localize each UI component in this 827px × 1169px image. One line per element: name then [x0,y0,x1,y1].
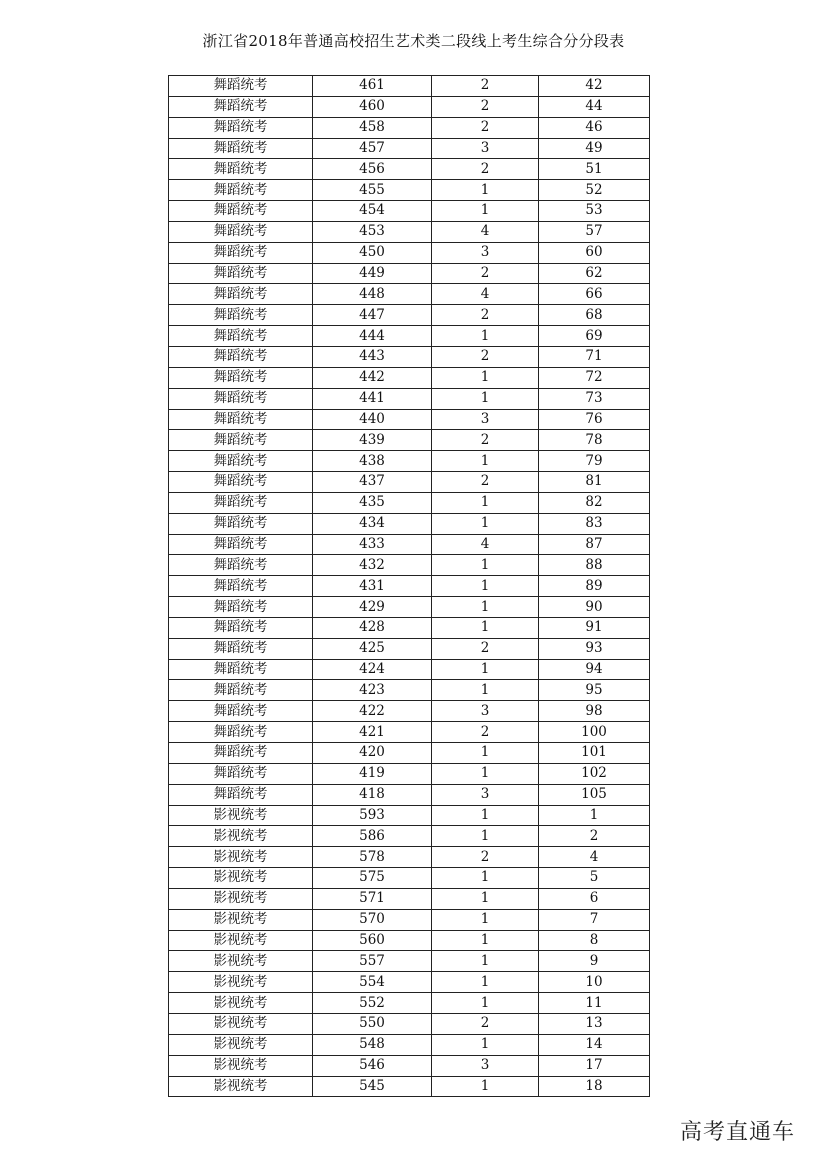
cumulative-cell: 101 [539,743,650,764]
cumulative-cell: 71 [539,346,650,367]
cumulative-cell: 69 [539,326,650,347]
category-cell: 影视统考 [169,1013,313,1034]
category-cell: 影视统考 [169,805,313,826]
category-cell: 舞蹈统考 [169,326,313,347]
table-row [169,576,650,597]
score-cell: 424 [313,659,432,680]
score-cell: 438 [313,451,432,472]
count-cell: 1 [432,659,539,680]
count-cell: 1 [432,763,539,784]
category-cell: 影视统考 [169,826,313,847]
category-cell: 影视统考 [169,909,313,930]
table-row [169,367,650,388]
count-cell: 2 [432,263,539,284]
category-cell: 影视统考 [169,1076,313,1097]
table-row [169,201,650,222]
table-row [169,930,650,951]
score-cell: 437 [313,472,432,493]
cumulative-cell: 72 [539,367,650,388]
cumulative-cell: 46 [539,117,650,138]
count-cell: 1 [432,1034,539,1055]
table-row [169,680,650,701]
score-cell: 571 [313,888,432,909]
cumulative-cell: 93 [539,638,650,659]
table-row [169,451,650,472]
score-cell: 428 [313,617,432,638]
category-cell: 舞蹈统考 [169,221,313,242]
category-cell: 舞蹈统考 [169,722,313,743]
count-cell: 2 [432,430,539,451]
table-row [169,659,650,680]
cumulative-cell: 6 [539,888,650,909]
score-cell: 442 [313,367,432,388]
count-cell: 4 [432,221,539,242]
score-distribution-table [168,75,650,1097]
count-cell: 1 [432,826,539,847]
cumulative-cell: 102 [539,763,650,784]
cumulative-cell: 60 [539,242,650,263]
category-cell: 影视统考 [169,951,313,972]
count-cell: 1 [432,930,539,951]
category-cell: 影视统考 [169,1034,313,1055]
category-cell: 舞蹈统考 [169,201,313,222]
score-cell: 432 [313,555,432,576]
score-cell: 441 [313,388,432,409]
score-cell: 456 [313,159,432,180]
cumulative-cell: 42 [539,76,650,97]
table-row [169,263,650,284]
table-row [169,1076,650,1097]
table-row [169,638,650,659]
score-cell: 461 [313,76,432,97]
cumulative-cell: 17 [539,1055,650,1076]
category-cell: 舞蹈统考 [169,409,313,430]
cumulative-cell: 49 [539,138,650,159]
cumulative-cell: 10 [539,972,650,993]
cumulative-cell: 4 [539,847,650,868]
category-cell: 舞蹈统考 [169,180,313,201]
cumulative-cell: 44 [539,96,650,117]
score-cell: 434 [313,513,432,534]
score-cell: 455 [313,180,432,201]
cumulative-cell: 88 [539,555,650,576]
table-row [169,909,650,930]
table-row [169,784,650,805]
cumulative-cell: 2 [539,826,650,847]
table-row [169,597,650,618]
cumulative-cell: 13 [539,1013,650,1034]
table-row [169,305,650,326]
count-cell: 2 [432,472,539,493]
table-row [169,492,650,513]
score-cell: 422 [313,701,432,722]
category-cell: 舞蹈统考 [169,576,313,597]
score-cell: 420 [313,743,432,764]
table-row [169,388,650,409]
score-cell: 439 [313,430,432,451]
score-cell: 578 [313,847,432,868]
cumulative-cell: 57 [539,221,650,242]
count-cell: 1 [432,388,539,409]
category-cell: 影视统考 [169,847,313,868]
table-row [169,722,650,743]
category-cell: 舞蹈统考 [169,346,313,367]
cumulative-cell: 76 [539,409,650,430]
table-row [169,868,650,889]
cumulative-cell: 78 [539,430,650,451]
count-cell: 2 [432,847,539,868]
count-cell: 1 [432,555,539,576]
count-cell: 1 [432,909,539,930]
category-cell: 舞蹈统考 [169,263,313,284]
count-cell: 1 [432,451,539,472]
count-cell: 2 [432,1013,539,1034]
category-cell: 舞蹈统考 [169,784,313,805]
table-row [169,805,650,826]
cumulative-cell: 91 [539,617,650,638]
cumulative-cell: 5 [539,868,650,889]
table-row [169,972,650,993]
count-cell: 1 [432,576,539,597]
table-row [169,1034,650,1055]
score-cell: 418 [313,784,432,805]
score-cell: 548 [313,1034,432,1055]
cumulative-cell: 79 [539,451,650,472]
count-cell: 1 [432,180,539,201]
score-cell: 570 [313,909,432,930]
score-cell: 423 [313,680,432,701]
count-cell: 2 [432,722,539,743]
table-row [169,472,650,493]
count-cell: 2 [432,76,539,97]
cumulative-cell: 18 [539,1076,650,1097]
table-row [169,138,650,159]
score-cell: 447 [313,305,432,326]
cumulative-cell: 105 [539,784,650,805]
count-cell: 3 [432,138,539,159]
count-cell: 1 [432,513,539,534]
category-cell: 舞蹈统考 [169,430,313,451]
score-cell: 554 [313,972,432,993]
score-cell: 557 [313,951,432,972]
table-row [169,1055,650,1076]
score-cell: 593 [313,805,432,826]
cumulative-cell: 95 [539,680,650,701]
count-cell: 4 [432,284,539,305]
cumulative-cell: 14 [539,1034,650,1055]
category-cell: 舞蹈统考 [169,659,313,680]
cumulative-cell: 1 [539,805,650,826]
score-cell: 458 [313,117,432,138]
page-title: 浙江省2018年普通高校招生艺术类二段线上考生综合分分段表 [202,32,625,50]
table-row [169,284,650,305]
cumulative-cell: 51 [539,159,650,180]
category-cell: 舞蹈统考 [169,513,313,534]
category-cell: 舞蹈统考 [169,492,313,513]
count-cell: 3 [432,701,539,722]
count-cell: 2 [432,638,539,659]
category-cell: 舞蹈统考 [169,284,313,305]
table-row [169,159,650,180]
table-row [169,993,650,1014]
category-cell: 影视统考 [169,972,313,993]
count-cell: 1 [432,993,539,1014]
count-cell: 1 [432,367,539,388]
category-cell: 舞蹈统考 [169,242,313,263]
table-row [169,76,650,97]
count-cell: 1 [432,868,539,889]
category-cell: 舞蹈统考 [169,388,313,409]
score-cell: 550 [313,1013,432,1034]
score-cell: 450 [313,242,432,263]
table-row [169,555,650,576]
count-cell: 1 [432,951,539,972]
table-row [169,242,650,263]
score-cell: 440 [313,409,432,430]
count-cell: 3 [432,409,539,430]
cumulative-cell: 89 [539,576,650,597]
table-row [169,888,650,909]
table-row [169,617,650,638]
table-row [169,221,650,242]
cumulative-cell: 53 [539,201,650,222]
count-cell: 1 [432,617,539,638]
table-row [169,326,650,347]
count-cell: 1 [432,1076,539,1097]
cumulative-cell: 52 [539,180,650,201]
table-row [169,513,650,534]
table-row [169,951,650,972]
category-cell: 影视统考 [169,1055,313,1076]
cumulative-cell: 73 [539,388,650,409]
cumulative-cell: 82 [539,492,650,513]
score-cell: 448 [313,284,432,305]
table-row [169,346,650,367]
category-cell: 舞蹈统考 [169,534,313,555]
count-cell: 3 [432,242,539,263]
category-cell: 舞蹈统考 [169,305,313,326]
score-cell: 586 [313,826,432,847]
table-row [169,534,650,555]
table-row [169,117,650,138]
category-cell: 舞蹈统考 [169,472,313,493]
score-cell: 433 [313,534,432,555]
count-cell: 1 [432,888,539,909]
cumulative-cell: 90 [539,597,650,618]
count-cell: 2 [432,305,539,326]
category-cell: 舞蹈统考 [169,763,313,784]
cumulative-cell: 7 [539,909,650,930]
table-body [169,76,650,1097]
score-cell: 425 [313,638,432,659]
score-cell: 454 [313,201,432,222]
score-cell: 552 [313,993,432,1014]
count-cell: 1 [432,597,539,618]
table-row [169,826,650,847]
table-row [169,96,650,117]
count-cell: 3 [432,784,539,805]
score-cell: 449 [313,263,432,284]
category-cell: 舞蹈统考 [169,451,313,472]
count-cell: 1 [432,972,539,993]
cumulative-cell: 62 [539,263,650,284]
count-cell: 1 [432,326,539,347]
score-cell: 560 [313,930,432,951]
count-cell: 2 [432,346,539,367]
table-row [169,430,650,451]
count-cell: 2 [432,96,539,117]
score-cell: 444 [313,326,432,347]
score-cell: 453 [313,221,432,242]
score-cell: 431 [313,576,432,597]
category-cell: 影视统考 [169,868,313,889]
count-cell: 4 [432,534,539,555]
category-cell: 舞蹈统考 [169,555,313,576]
score-cell: 457 [313,138,432,159]
score-cell: 460 [313,96,432,117]
category-cell: 影视统考 [169,930,313,951]
cumulative-cell: 8 [539,930,650,951]
cumulative-cell: 83 [539,513,650,534]
category-cell: 舞蹈统考 [169,138,313,159]
count-cell: 3 [432,1055,539,1076]
count-cell: 2 [432,117,539,138]
category-cell: 影视统考 [169,993,313,1014]
table-row [169,701,650,722]
cumulative-cell: 87 [539,534,650,555]
table-row [169,763,650,784]
table-row [169,847,650,868]
count-cell: 1 [432,492,539,513]
category-cell: 舞蹈统考 [169,701,313,722]
category-cell: 舞蹈统考 [169,638,313,659]
cumulative-cell: 11 [539,993,650,1014]
score-cell: 429 [313,597,432,618]
count-cell: 2 [432,159,539,180]
count-cell: 1 [432,680,539,701]
score-cell: 575 [313,868,432,889]
table-row [169,1013,650,1034]
table-row [169,409,650,430]
category-cell: 舞蹈统考 [169,159,313,180]
score-cell: 545 [313,1076,432,1097]
count-cell: 1 [432,201,539,222]
table-row [169,743,650,764]
category-cell: 舞蹈统考 [169,96,313,117]
count-cell: 1 [432,805,539,826]
score-cell: 443 [313,346,432,367]
cumulative-cell: 9 [539,951,650,972]
category-cell: 舞蹈统考 [169,367,313,388]
cumulative-cell: 100 [539,722,650,743]
cumulative-cell: 68 [539,305,650,326]
cumulative-cell: 98 [539,701,650,722]
cumulative-cell: 81 [539,472,650,493]
score-cell: 421 [313,722,432,743]
count-cell: 1 [432,743,539,764]
category-cell: 影视统考 [169,888,313,909]
category-cell: 舞蹈统考 [169,76,313,97]
category-cell: 舞蹈统考 [169,617,313,638]
category-cell: 舞蹈统考 [169,117,313,138]
score-cell: 419 [313,763,432,784]
score-cell: 435 [313,492,432,513]
cumulative-cell: 66 [539,284,650,305]
cumulative-cell: 94 [539,659,650,680]
table-row [169,180,650,201]
watermark-text: 高考直通车 [680,1120,796,1145]
category-cell: 舞蹈统考 [169,743,313,764]
category-cell: 舞蹈统考 [169,597,313,618]
category-cell: 舞蹈统考 [169,680,313,701]
score-cell: 546 [313,1055,432,1076]
